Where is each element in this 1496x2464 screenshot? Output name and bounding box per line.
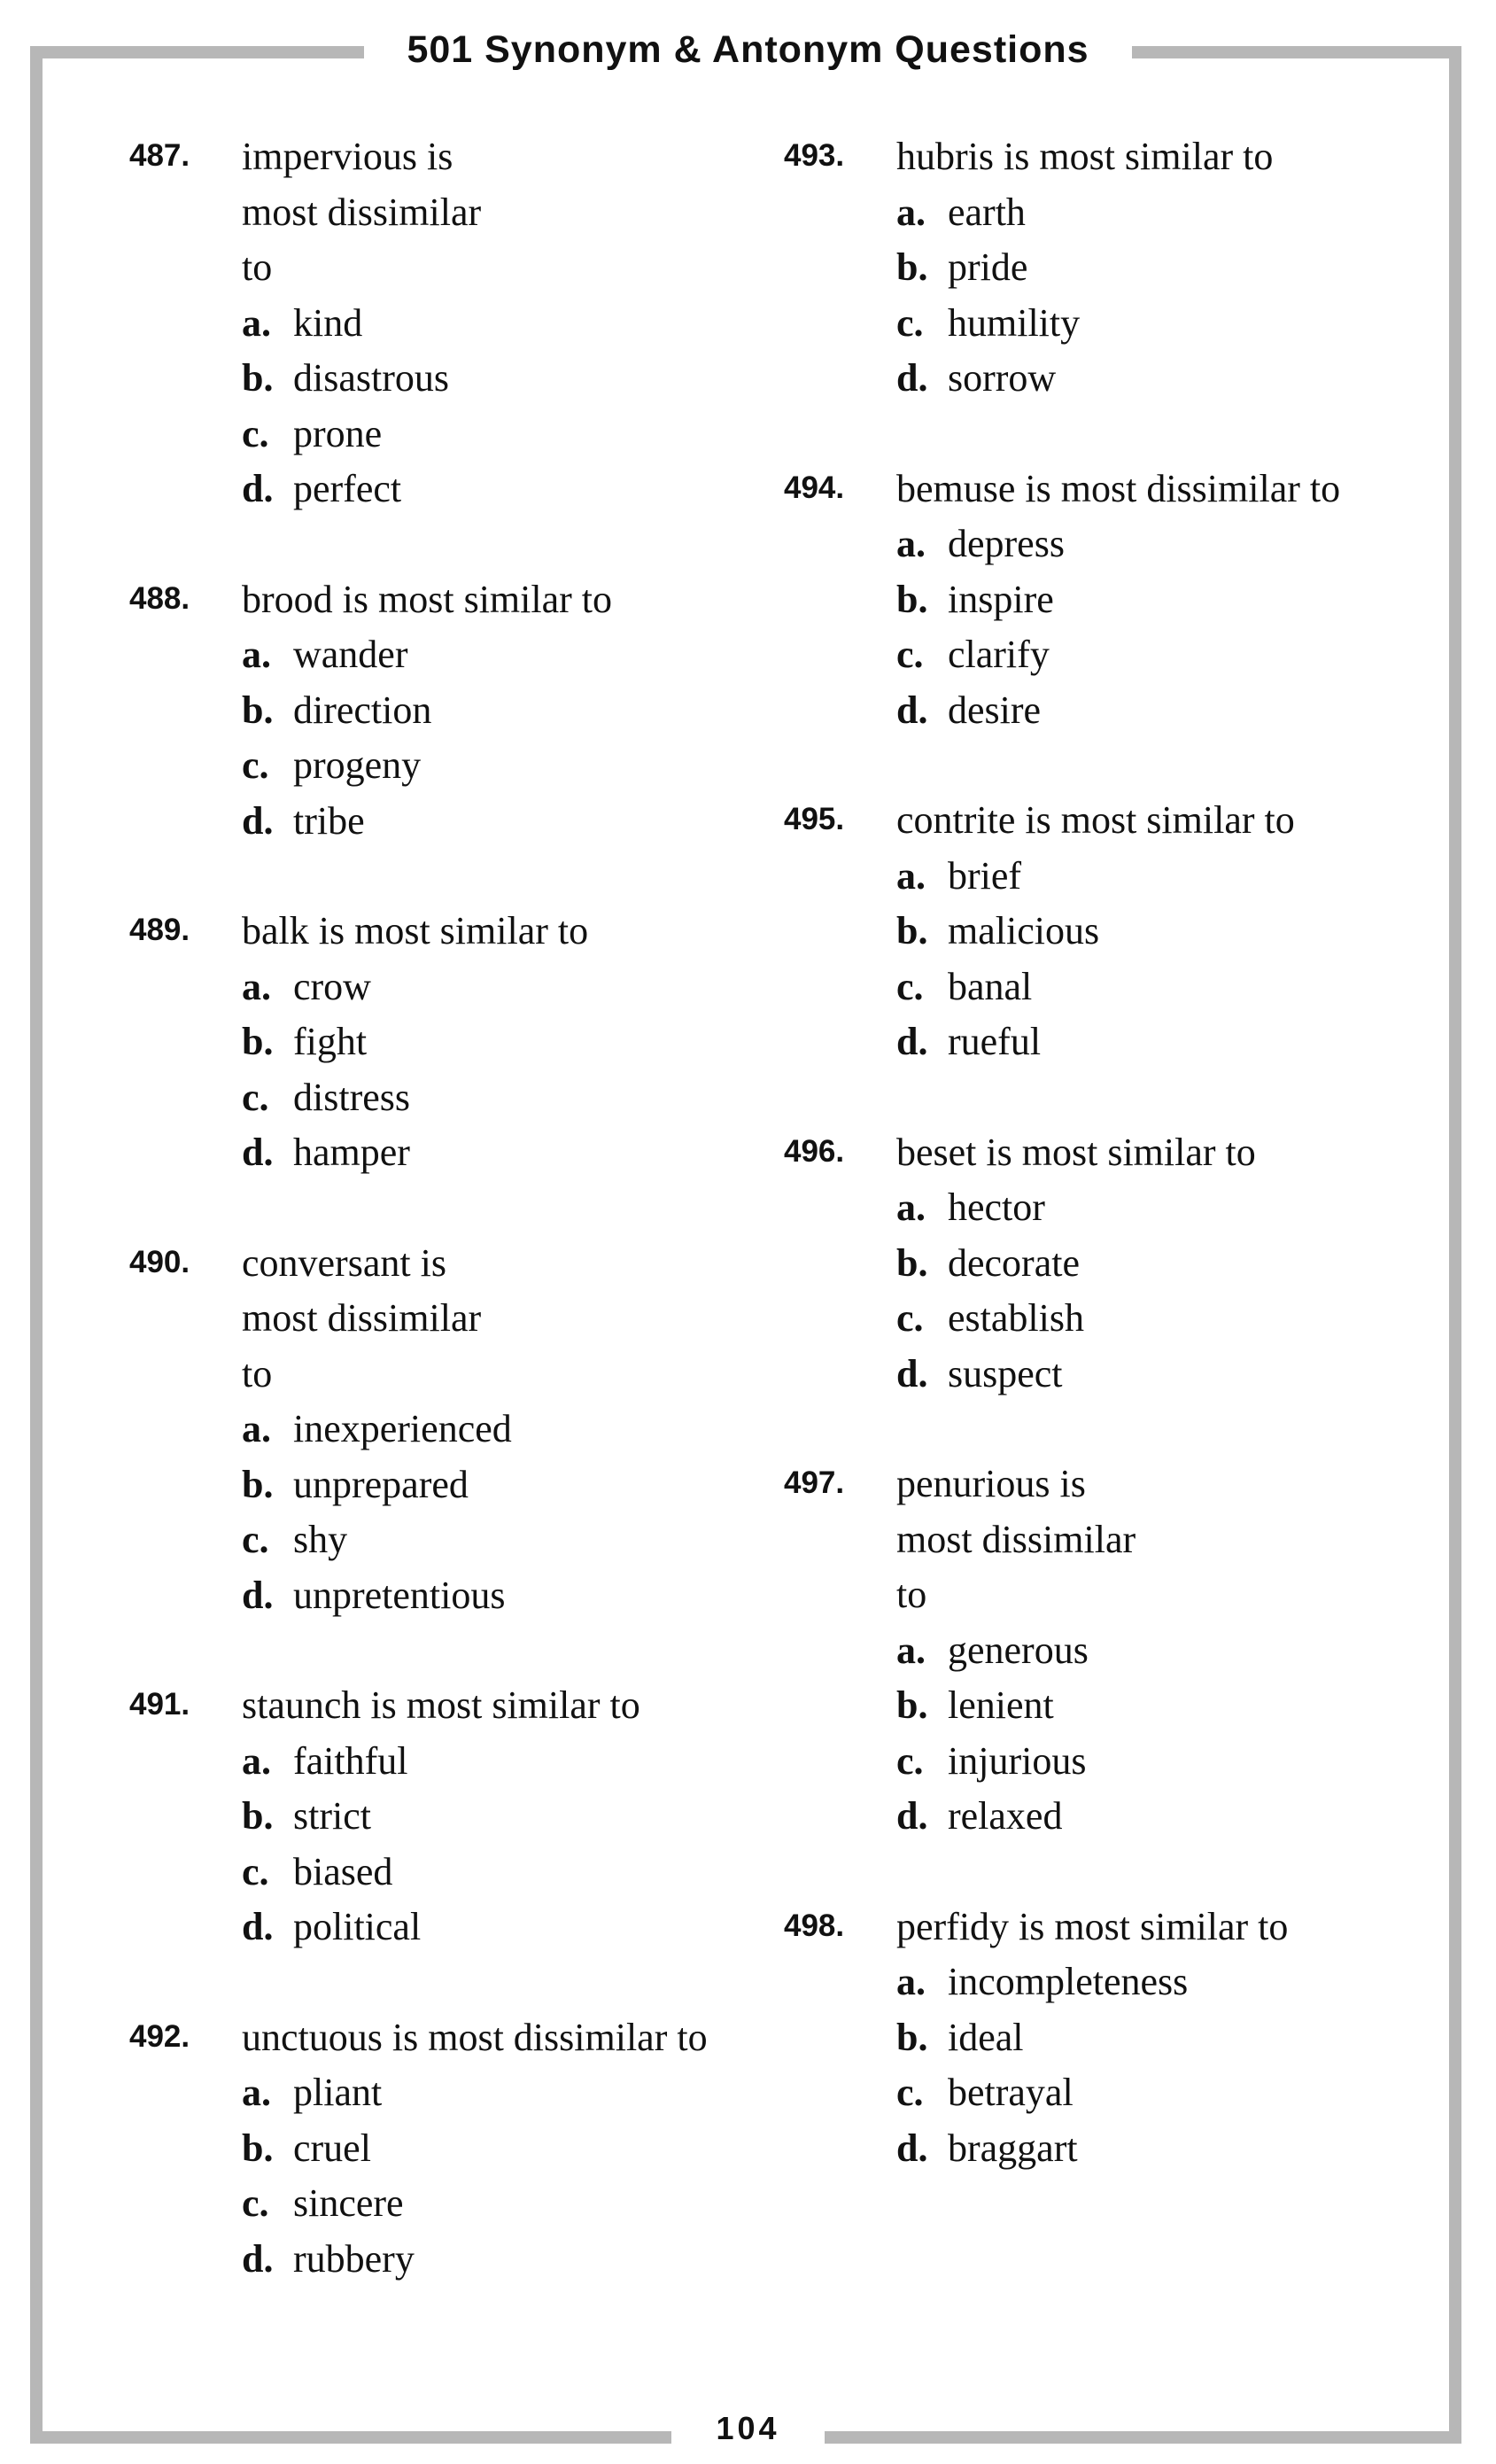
answer-option[interactable] [242, 1845, 749, 1900]
answer-options [242, 960, 749, 1181]
question-496 [784, 1125, 1422, 1403]
option-letter: a. [242, 1407, 271, 1450]
option-letter: d. [242, 1905, 274, 1948]
option-text: lenient [948, 1683, 1054, 1727]
option-letter: c. [242, 2181, 269, 2225]
option-text: injurious [948, 1738, 1087, 1783]
question-number: 492. [129, 2018, 190, 2054]
option-letter: a. [896, 522, 926, 565]
option-text: kind [293, 300, 363, 345]
question-number: 494. [784, 470, 845, 505]
option-letter: b. [242, 2126, 274, 2170]
answer-options [242, 1402, 749, 1623]
question-number: 496. [784, 1133, 845, 1169]
left-column [129, 129, 749, 2342]
option-text: pliant [293, 2071, 383, 2114]
option-text: direction [293, 688, 432, 732]
question-490 [129, 1236, 749, 1624]
question-prompt: bemuse is most dissimilar to [896, 466, 1341, 510]
answer-option[interactable] [896, 240, 1422, 296]
option-text: perfect [293, 467, 402, 510]
option-text: establish [948, 1296, 1084, 1340]
answer-option[interactable] [896, 1291, 1422, 1347]
option-text: humility [948, 300, 1081, 345]
option-letter: a. [242, 964, 271, 1008]
answer-option[interactable] [242, 1457, 749, 1513]
option-letter: d. [896, 688, 928, 732]
option-letter: a. [896, 853, 926, 898]
option-letter: b. [896, 2015, 928, 2059]
answer-option[interactable] [896, 1014, 1422, 1070]
option-text: shy [293, 1518, 348, 1561]
option-letter: c. [896, 964, 924, 1008]
option-letter: c. [896, 1296, 924, 1340]
option-letter: b. [242, 1794, 274, 1838]
option-letter: d. [242, 467, 274, 510]
answer-option[interactable] [896, 1236, 1422, 1292]
question-prompt: penurious is most dissimilar to [896, 1462, 1136, 1616]
answer-options [896, 185, 1422, 407]
answer-option[interactable] [896, 1734, 1422, 1790]
answer-options [242, 2065, 749, 2287]
answer-options [896, 1180, 1422, 1402]
answer-option[interactable] [896, 960, 1422, 1015]
option-letter: d. [896, 1020, 928, 1063]
option-text: hector [948, 1185, 1045, 1229]
answer-options [896, 1623, 1422, 1845]
option-letter: d. [242, 798, 274, 843]
option-text: distress [293, 1075, 410, 1119]
option-letter: d. [242, 2236, 274, 2281]
option-text: crow [293, 964, 371, 1008]
option-text: braggart [948, 2126, 1078, 2170]
option-text: disastrous [293, 356, 449, 400]
option-text: ideal [948, 2015, 1024, 2059]
answer-option[interactable] [242, 1789, 749, 1845]
answer-option[interactable] [242, 1014, 749, 1070]
answer-options [896, 1955, 1422, 2176]
option-text: faithful [293, 1738, 408, 1783]
question-number: 490. [129, 1244, 190, 1279]
option-text: rubbery [293, 2236, 415, 2281]
answer-option[interactable] [242, 296, 749, 352]
option-text: depress [948, 522, 1065, 565]
option-text: betrayal [948, 2071, 1074, 2114]
option-text: malicious [948, 909, 1100, 952]
option-letter: b. [242, 1020, 274, 1063]
answer-options [242, 296, 749, 517]
answer-option[interactable] [896, 849, 1422, 905]
option-letter: c. [896, 1738, 924, 1783]
page-number: 104 [671, 2408, 824, 2449]
option-letter: c. [242, 1849, 269, 1893]
option-text: suspect [948, 1351, 1063, 1395]
answer-option[interactable] [242, 2176, 749, 2232]
question-487 [129, 129, 749, 517]
answer-option[interactable] [242, 407, 749, 462]
option-letter: a. [896, 1960, 926, 2003]
option-text: tribe [293, 798, 365, 843]
option-letter: c. [896, 300, 924, 345]
header-title: 501 Synonym & Antonym Questions [364, 27, 1131, 73]
question-494 [784, 462, 1422, 739]
page-header [0, 27, 1496, 73]
question-prompt: conversant is most dissimilar to [242, 1240, 482, 1395]
answer-option[interactable] [242, 683, 749, 739]
option-letter: a. [896, 1185, 926, 1229]
question-492 [129, 2010, 749, 2288]
option-letter: d. [242, 1131, 274, 1174]
option-text: strict [293, 1794, 371, 1838]
answer-option[interactable] [242, 960, 749, 1015]
option-letter: b. [242, 1462, 274, 1506]
option-letter: d. [896, 1351, 928, 1395]
answer-option[interactable] [896, 185, 1422, 241]
question-prompt: unctuous is most dissimilar to [242, 2015, 708, 2059]
answer-options [896, 517, 1422, 738]
option-text: generous [948, 1628, 1089, 1672]
option-letter: a. [242, 2071, 271, 2114]
question-prompt: hubris is most similar to [896, 135, 1274, 178]
option-letter: b. [896, 245, 928, 289]
option-letter: a. [242, 1738, 271, 1783]
question-number: 488. [129, 580, 190, 616]
option-letter: a. [896, 190, 926, 234]
option-text: sorrow [948, 356, 1057, 400]
question-493 [784, 129, 1422, 407]
answer-option[interactable] [242, 351, 749, 407]
answer-option[interactable] [242, 1900, 749, 1955]
option-letter: d. [896, 1794, 928, 1838]
option-text: rueful [948, 1020, 1042, 1063]
answer-option[interactable] [896, 683, 1422, 739]
question-prompt: brood is most similar to [242, 577, 612, 621]
question-prompt: impervious is most dissimilar to [242, 135, 482, 289]
question-497 [784, 1457, 1422, 1845]
answer-option[interactable] [896, 351, 1422, 407]
option-text: biased [293, 1849, 393, 1893]
option-text: hamper [293, 1131, 410, 1174]
answer-option[interactable] [242, 1402, 749, 1457]
option-letter: a. [242, 633, 271, 676]
answer-option[interactable] [896, 517, 1422, 572]
option-text: sincere [293, 2181, 404, 2225]
option-text: wander [293, 633, 408, 676]
question-488 [129, 572, 749, 850]
answer-option[interactable] [896, 2065, 1422, 2121]
option-text: banal [948, 964, 1033, 1008]
option-letter: b. [242, 356, 274, 400]
option-text: desire [948, 688, 1042, 732]
page-footer [0, 2408, 1496, 2449]
question-prompt: balk is most similar to [242, 909, 589, 952]
option-letter: c. [242, 1075, 269, 1119]
option-letter: d. [896, 2126, 928, 2170]
answer-options [242, 1734, 749, 1955]
answer-option[interactable] [242, 462, 749, 517]
option-text: prone [293, 411, 383, 455]
option-text: fight [293, 1020, 368, 1063]
question-498 [784, 1900, 1422, 2177]
option-text: decorate [948, 1240, 1080, 1285]
answer-option[interactable] [896, 1789, 1422, 1845]
option-text: political [293, 1905, 422, 1948]
option-letter: a. [896, 1628, 926, 1672]
answer-option[interactable] [896, 296, 1422, 352]
option-letter: b. [242, 688, 274, 732]
answer-option[interactable] [242, 1070, 749, 1126]
question-number: 498. [784, 1908, 845, 1943]
answer-option[interactable] [242, 627, 749, 683]
answer-option[interactable] [242, 1125, 749, 1181]
option-text: inspire [948, 577, 1054, 621]
answer-option[interactable] [242, 2232, 749, 2288]
question-number: 493. [784, 138, 845, 173]
right-column [784, 129, 1422, 2231]
answer-option[interactable] [896, 1623, 1422, 1679]
option-letter: b. [896, 909, 928, 952]
answer-options [896, 849, 1422, 1070]
answer-option[interactable] [896, 572, 1422, 628]
answer-option[interactable] [896, 1955, 1422, 2010]
question-number: 489. [129, 913, 190, 947]
answer-option[interactable] [896, 2121, 1422, 2177]
answer-option[interactable] [896, 2010, 1422, 2066]
answer-option[interactable] [896, 1678, 1422, 1734]
option-text: relaxed [948, 1794, 1063, 1838]
question-number: 495. [784, 802, 845, 836]
answer-option[interactable] [896, 627, 1422, 683]
question-number: 497. [784, 1465, 845, 1500]
option-text: incompleteness [948, 1960, 1189, 2003]
question-number: 491. [129, 1687, 190, 1722]
option-letter: c. [242, 411, 269, 455]
option-text: earth [948, 190, 1026, 234]
option-letter: c. [242, 743, 269, 787]
option-text: clarify [948, 633, 1050, 676]
option-letter: a. [242, 300, 271, 345]
option-letter: b. [896, 1240, 928, 1285]
option-letter: d. [896, 356, 928, 400]
answer-option[interactable] [242, 2121, 749, 2177]
option-text: cruel [293, 2126, 371, 2170]
option-text: inexperienced [293, 1407, 512, 1450]
question-495 [784, 793, 1422, 1070]
answer-option[interactable] [242, 1734, 749, 1790]
option-letter: c. [896, 2071, 924, 2114]
option-letter: b. [896, 1683, 928, 1727]
answer-option[interactable] [242, 2065, 749, 2121]
question-prompt: perfidy is most similar to [896, 1904, 1289, 1948]
option-text: pride [948, 245, 1028, 289]
answer-option[interactable] [896, 1347, 1422, 1403]
question-prompt: contrite is most similar to [896, 798, 1295, 842]
answer-option[interactable] [242, 1568, 749, 1624]
question-prompt: beset is most similar to [896, 1130, 1256, 1174]
question-prompt: staunch is most similar to [242, 1683, 640, 1727]
option-text: brief [948, 853, 1022, 898]
question-number: 487. [129, 138, 190, 173]
question-489 [129, 904, 749, 1181]
option-letter: c. [896, 633, 924, 676]
option-text: unprepared [293, 1462, 469, 1506]
option-text: unpretentious [293, 1573, 506, 1617]
option-text: progeny [293, 743, 422, 787]
answer-option[interactable] [242, 794, 749, 850]
question-491 [129, 1678, 749, 1955]
option-letter: b. [896, 577, 928, 621]
answer-option[interactable] [896, 1180, 1422, 1236]
option-letter: d. [242, 1573, 274, 1617]
answer-options [242, 627, 749, 849]
option-letter: c. [242, 1518, 269, 1561]
answer-option[interactable] [242, 738, 749, 794]
answer-option[interactable] [896, 904, 1422, 960]
answer-option[interactable] [242, 1512, 749, 1568]
